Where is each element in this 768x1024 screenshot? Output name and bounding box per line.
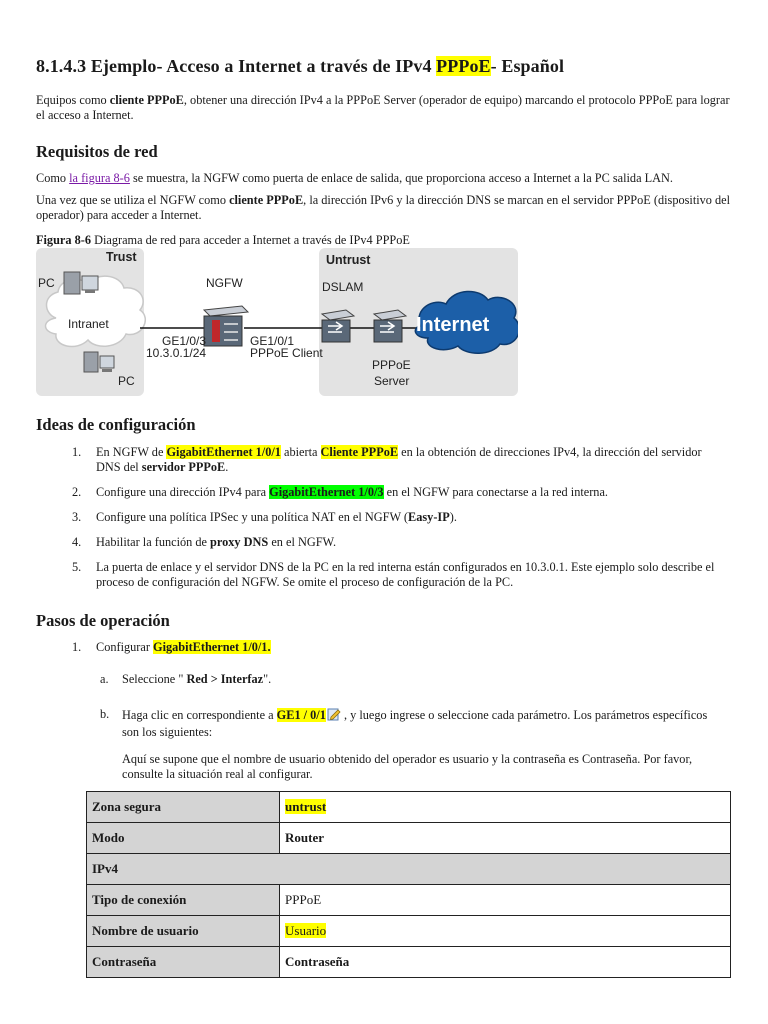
- table-key: Zona segura: [87, 792, 280, 823]
- req-text-rest: se muestra, la NGFW como puerta de enlace de salida, que proporciona acceso a Internet a la PC salida LAN.: [129, 171, 673, 185]
- table-value: PPPoE: [280, 885, 731, 916]
- pppoe-client-label: PPPoE Client: [250, 346, 323, 360]
- intro-paragraph: [36, 93, 736, 123]
- pc-bottom-label: PC: [118, 374, 135, 388]
- table-key: Nombre de usuario: [87, 916, 280, 947]
- untrust-label: Untrust: [326, 253, 371, 267]
- idea-text: en la obtención de direcciones IPv4, la dirección del servidor DNS del: [96, 445, 702, 474]
- step-text: , y luego ingrese o seleccione cada parámetro. Los parámetros específicos son los siguientes:: [122, 708, 708, 739]
- idea-text: en el NGFW para conectarse a la red interna.: [383, 485, 608, 499]
- idea-text: Configure una política IPSec y una política NAT en el NGFW (: [96, 510, 409, 524]
- table-value: [280, 916, 731, 947]
- idea-bold: servidor PPPoE: [141, 460, 226, 474]
- pc-bottom-icon: [84, 352, 114, 372]
- sub-list-letter: a.: [100, 672, 109, 686]
- table-key: Tipo de conexión: [87, 885, 280, 916]
- intro-text: Equipos como: [36, 93, 110, 107]
- ngfw-label: NGFW: [206, 276, 243, 290]
- step-a: [122, 672, 722, 687]
- idea-text: En NGFW de: [96, 445, 167, 459]
- table-value: [280, 792, 731, 823]
- ge103-label: GE1/0/3: [162, 334, 207, 348]
- step-text: Seleccione ": [122, 672, 187, 686]
- table-section-row: [87, 854, 731, 885]
- step-b-note: Aquí se supone que el nombre de usuario obtenido del operador es usuario y la contraseña es Contraseña. Por favor, consulte la situación real al configurar.: [122, 752, 693, 781]
- list-number: 1.: [72, 640, 82, 654]
- trust-label: Trust: [106, 250, 137, 264]
- idea-text: en el NGFW.: [268, 535, 337, 549]
- highlight-ge103: GigabitEthernet 1/0/3: [269, 485, 384, 499]
- table-section: IPv4: [87, 854, 731, 885]
- internet-label: Internet: [416, 314, 490, 336]
- req2-bold: cliente PPPoE: [229, 193, 304, 207]
- highlight-ge101-step: GigabitEthernet 1/0/1.: [153, 640, 271, 654]
- table-key: Contraseña: [87, 947, 280, 978]
- list-number: 4.: [72, 535, 82, 549]
- section-title-suffix: - Español: [490, 56, 565, 76]
- highlight-ge101: GigabitEthernet 1/0/1: [166, 445, 281, 459]
- highlight-pppoe: PPPoE: [436, 56, 491, 76]
- table-row: [87, 792, 731, 823]
- list-number: 1.: [72, 445, 82, 459]
- pppoe-label: PPPoE: [372, 358, 411, 372]
- ngfw-firewall-icon: [204, 306, 248, 346]
- idea-item-1: [96, 445, 716, 475]
- table-key: Modo: [87, 823, 280, 854]
- table-value: Contraseña: [280, 947, 731, 978]
- operation-steps-heading: Pasos de operación: [36, 611, 170, 630]
- intro-text-rest: , obtener una dirección IPv4 a la PPPoE Server (operador de equipo) marcando el protocolo PPPoE para lograr el acceso a Internet.: [36, 93, 730, 122]
- highlight-ge1-0-1: GE1 / 0/1: [276, 708, 326, 722]
- pppoe-server-icon: [374, 310, 406, 342]
- figure-caption-text: Diagrama de red para acceder a Internet a través de IPv4 PPPoE: [94, 233, 410, 247]
- intranet-label: Intranet: [68, 317, 109, 331]
- req2-text-rest: , la dirección IPv6 y la dirección DNS se marcan en el servidor PPPoE (dispositivo del operador) para acceder a Internet.: [36, 193, 731, 222]
- parameters-table: [86, 791, 731, 978]
- idea-text: Configure una dirección IPv4 para: [96, 485, 270, 499]
- idea-text: abierta: [280, 445, 321, 459]
- username-value: Usuario: [285, 923, 327, 938]
- section-number: 8.1.4.3: [36, 56, 87, 76]
- zone-value: untrust: [285, 799, 327, 814]
- step-text: ".: [263, 672, 272, 686]
- dslam-icon: [322, 310, 354, 342]
- step-b: [122, 707, 722, 740]
- section-title: Ejemplo- Acceso a Internet a través de IPv4: [90, 56, 432, 76]
- figure-caption: [36, 233, 410, 248]
- idea-bold: Easy-IP: [408, 510, 450, 524]
- idea-item-4: [96, 535, 716, 550]
- idea-text: Habilitar la función de: [96, 535, 211, 549]
- step-text: Configurar: [96, 640, 154, 654]
- step-item-1: [96, 640, 716, 655]
- list-number: 5.: [72, 560, 82, 574]
- section-heading: [36, 56, 564, 77]
- idea-text: .: [225, 460, 229, 474]
- network-diagram: [36, 248, 518, 396]
- step-text: Haga clic en correspondiente a: [122, 708, 277, 722]
- config-ideas-heading: Ideas de configuración: [36, 415, 196, 434]
- requirements-paragraph-2: [36, 193, 736, 223]
- table-row: [87, 823, 731, 854]
- idea-bold: proxy DNS: [210, 535, 269, 549]
- figure-link[interactable]: la figura 8-6: [69, 171, 130, 185]
- list-number: 2.: [72, 485, 82, 499]
- idea-text: ).: [449, 510, 457, 524]
- req-text: Como: [36, 171, 70, 185]
- idea-item-2: [96, 485, 716, 500]
- idea-item-5: La puerta de enlace y el servidor DNS de la PC en la red interna están configurados en 10.3.0.1. Este ejemplo solo describe el proceso de configuración del NGFW. Se omite el proceso de configuración de la PC.: [96, 560, 715, 589]
- requirements-heading: Requisitos de red: [36, 142, 158, 161]
- table-row: [87, 947, 731, 978]
- server-label: Server: [374, 374, 410, 388]
- requirements-paragraph-1: [36, 171, 736, 186]
- table-value: Router: [280, 823, 731, 854]
- req2-text: Una vez que se utiliza el NGFW como: [36, 193, 230, 207]
- ge101-label: GE1/0/1: [250, 334, 295, 348]
- table-row: [87, 916, 731, 947]
- edit-icon[interactable]: [327, 707, 341, 725]
- menu-path: Red > Interfaz: [186, 672, 264, 686]
- figure-caption-label: Figura 8-6: [36, 233, 91, 247]
- pc-top-label: PC: [38, 276, 55, 290]
- dslam-label: DSLAM: [322, 280, 364, 294]
- inside-ip-label: 10.3.0.1/24: [146, 346, 207, 360]
- intro-bold: cliente PPPoE: [109, 93, 184, 107]
- table-row: [87, 885, 731, 916]
- idea-item-3: [96, 510, 716, 525]
- list-number: 3.: [72, 510, 82, 524]
- sub-list-letter: b.: [100, 707, 110, 721]
- highlight-pppoe-client: Cliente PPPoE: [320, 445, 399, 459]
